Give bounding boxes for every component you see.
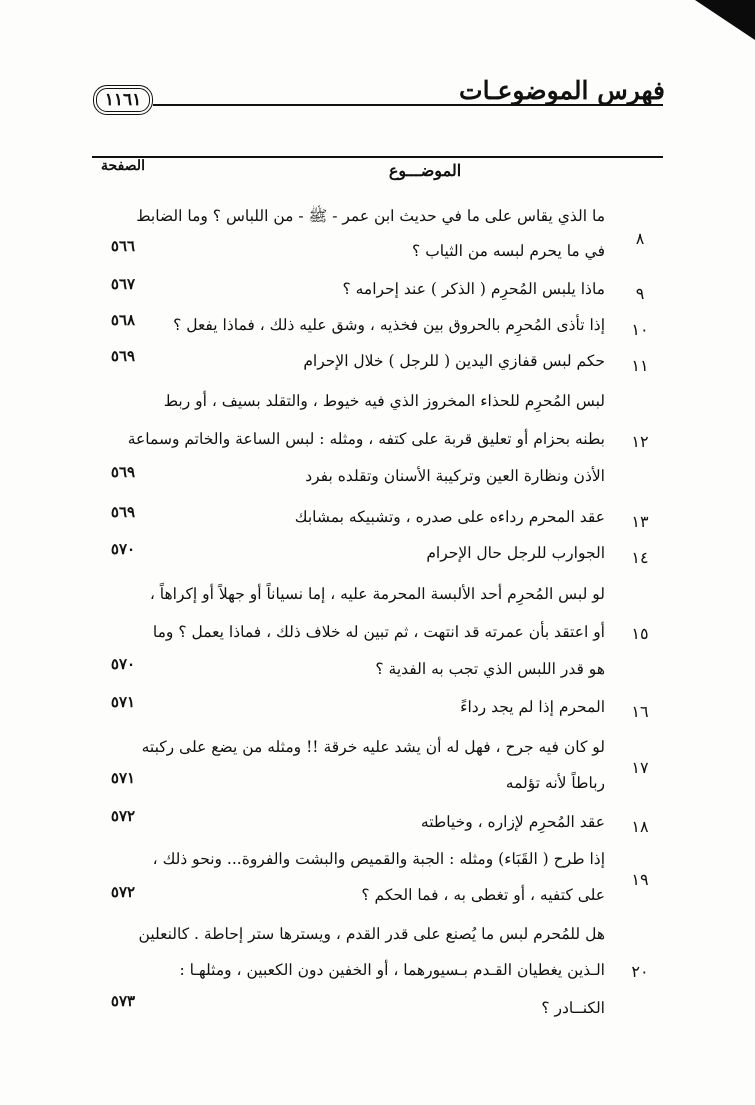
entry-text-line: لو كان فيه جرح ، فهل له أن يشد عليه خرقة !! ومثله من يضع على ركبته: [141, 738, 605, 756]
column-header-page: الصفحة: [101, 158, 145, 174]
entry-number: ١٩: [631, 870, 649, 889]
entry-text-line: الـذين يغطيان القـدم بـسيورهما ، أو الخفين دون الكعبين ، ومثلهـا :: [179, 961, 605, 979]
entry-text-line: إذا تأذى المُحرِم بالحروق بين فخذيه ، وشق عليه ذلك ، فماذا يفعل ؟: [173, 316, 605, 334]
entry-number: ٢٠: [631, 962, 649, 981]
column-header-topic: الموضـــوع: [388, 161, 462, 180]
entry-number: ١٧: [631, 758, 649, 777]
entry-text-line: ما الذي يقاس على ما في حديث ابن عمر - ﷺ - من اللباس ؟ وما الضابط: [136, 207, 605, 225]
header-rule: [153, 104, 663, 106]
entry-page: ٥٦٧: [110, 275, 136, 293]
entry-page: ٥٧١: [110, 693, 136, 711]
scan-corner-shadow: [695, 0, 755, 40]
entry-number: ١٦: [631, 702, 649, 721]
entry-number: ١٣: [631, 512, 649, 531]
entry-text-line: حكم لبس قفازي اليدين ( للرجل ) خلال الإحرام: [303, 352, 605, 370]
entry-number: ٨: [635, 229, 645, 248]
entry-text-line: هل للمُحرم لبس ما يُصنع على قدر القدم ، ويسترها ستر إحاطة . كالنعلين: [138, 925, 605, 943]
entry-text-line: عقد المحرم رداءه على صدره ، وتشبيكه بمشابك: [294, 508, 605, 526]
page-number-badge: ١١٦١: [93, 85, 153, 115]
entry-page: ٥٧٣: [110, 992, 136, 1010]
entry-page: ٥٦٨: [110, 311, 136, 329]
entry-number: ١٤: [631, 548, 649, 567]
entry-page: ٥٦٩: [110, 347, 136, 365]
entry-page: ٥٧١: [110, 769, 136, 787]
entry-text-line: لو لبس المُحرِم أحد الألبسة المحرمة عليه ، إما نسياناً أو جهلاً أو إكراهاً ،: [149, 585, 605, 603]
entry-number: ١٨: [631, 817, 649, 836]
entry-text-line: أو اعتقد بأن عمرته قد انتهت ، ثم تبين له خلاف ذلك ، فماذا يعمل ؟ وما: [152, 623, 605, 641]
entry-text-line: المحرم إذا لم يجد رداءً: [460, 698, 605, 716]
entry-number: ١١: [631, 356, 649, 375]
entry-page: ٥٧٢: [110, 883, 136, 901]
page-title: فهرس الموضوعـات: [459, 76, 665, 105]
entry-page: ٥٧٠: [110, 540, 136, 558]
entry-text-line: بطنه بحزام أو تعليق قربة على كتفه ، ومثله : لبس الساعة والخاتم وسماعة: [127, 430, 605, 448]
entry-number: ١٥: [631, 624, 649, 643]
entry-text-line: على كتفيه ، أو تغطى به ، فما الحكم ؟: [361, 886, 605, 904]
entry-text-line: الأذن ونظارة العين وتركيبة الأسنان وتقلده بفرد: [305, 467, 605, 485]
entry-page: ٥٧٠: [110, 655, 136, 673]
entry-text-line: إذا طرح ( القَبَاء) ومثله : الجبة والقميص والبشت والفروة... ونحو ذلك ،: [152, 850, 605, 868]
entry-number: ١٠: [631, 320, 649, 339]
entry-text-line: هو قدر اللبس الذي تجب به الفدية ؟: [375, 660, 605, 678]
entry-page: ٥٦٩: [110, 503, 136, 521]
entry-text-line: الكنــادر ؟: [541, 999, 605, 1017]
entry-text-line: ماذا يلبس المُحرِم ( الذكر ) عند إحرامه ؟: [342, 280, 605, 298]
entry-page: ٥٦٦: [110, 237, 136, 255]
entry-page: ٥٧٢: [110, 807, 136, 825]
entry-text-line: في ما يحرم لبسه من الثياب ؟: [412, 242, 605, 260]
entry-page: ٥٦٩: [110, 463, 136, 481]
table-rule: [92, 156, 663, 158]
entry-text-line: عقد المُحرِم لإزاره ، وخياطته: [420, 813, 605, 831]
entry-number: ٩: [635, 284, 645, 303]
entry-text-line: لبس المُحرِم للحذاء المخروز الذي فيه خيوط ، والتقلد بسيف ، أو ربط: [163, 392, 605, 410]
entry-text-line: رباطاً لأنه تؤلمه: [505, 774, 605, 792]
entry-text-line: الجوارب للرجل حال الإحرام: [426, 544, 605, 562]
entry-number: ١٢: [631, 432, 649, 451]
